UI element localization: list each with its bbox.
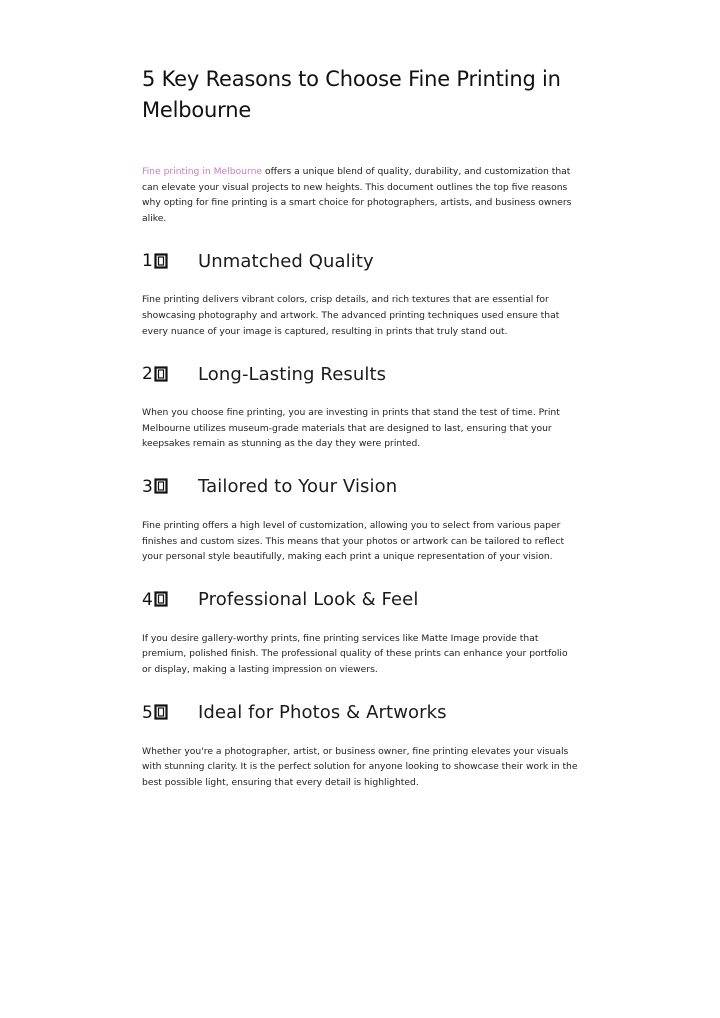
section-body: Whether you're a photographer, artist, or business owner, fine printing elevates your visuals with stunning clarity. It is the perfect solution for anyone looking to showcase their work in the best possible light, ensuring that every detail is highlighted. [142, 745, 578, 788]
section-title: Ideal for Photos & Artworks [198, 702, 447, 723]
intro-paragraph [142, 164, 578, 226]
section-heading [142, 474, 578, 500]
section-number-digit: 5 [142, 702, 153, 723]
section-title: Unmatched Quality [198, 250, 374, 272]
section-number [142, 590, 198, 610]
section-number-digit: 4 [142, 589, 153, 610]
section-heading [142, 700, 578, 726]
section-body: If you desire gallery-worthy prints, fine printing services like Matte Image provide that premium, polished finish. The professional quality of these prints can enhance your portfolio or display, making a lasting impression on viewers. [142, 632, 568, 675]
section-number-digit: 3 [142, 476, 153, 497]
section [142, 474, 578, 565]
document-title: 5 Key Reasons to Choose Fine Printing in Melbourne [142, 67, 561, 122]
section-title: Tailored to Your Vision [198, 476, 398, 498]
intro-link[interactable]: Fine printing in Melbourne [142, 166, 263, 177]
keycap-icon [154, 478, 169, 495]
section-body: Fine printing offers a high level of customization, allowing you to select from various paper finishes and custom sizes. This means that your photos or artwork can be tailored to reflect your personal style beautifully, making each print a unique representation of your vision. [142, 519, 565, 563]
section-body: Fine printing delivers vibrant colors, crisp details, and rich textures that are essential for showcasing photography and artwork. The advanced printing techniques used ensure that every nuance of your image is captured, resulting in prints that truly stand out. [142, 294, 560, 337]
keycap-icon [154, 704, 169, 721]
section-number-digit: 1 [142, 251, 153, 272]
section-number [142, 251, 198, 271]
sections-list [142, 248, 578, 790]
section-heading [142, 587, 578, 613]
keycap-icon [154, 253, 169, 270]
intro-text: offers a unique blend of quality, durability, and customization that can elevate your visual projects to new heights. This document outlines the top five reasons why opting for fine printing is a smart choice for photographers, artists, and business owners alike. [142, 166, 572, 224]
keycap-icon [154, 591, 169, 608]
section [142, 248, 578, 339]
section-number [142, 703, 198, 723]
section-title: Professional Look & Feel [198, 589, 419, 611]
section-number-digit: 2 [142, 364, 153, 385]
section-heading [142, 248, 578, 274]
section [142, 587, 578, 678]
section-number [142, 477, 198, 497]
section-title: Long-Lasting Results [198, 363, 387, 385]
keycap-icon [154, 366, 169, 383]
document-page [142, 64, 578, 799]
section [142, 361, 578, 452]
section-body: When you choose fine printing, you are investing in prints that stand the test of time. Print Melbourne utilizes museum-grade materials that are designed to last, ensuring that your keepsakes remain as stunning as the day they were printed. [142, 407, 560, 450]
section-heading [142, 361, 578, 387]
section-number [142, 364, 198, 384]
section [142, 700, 578, 791]
